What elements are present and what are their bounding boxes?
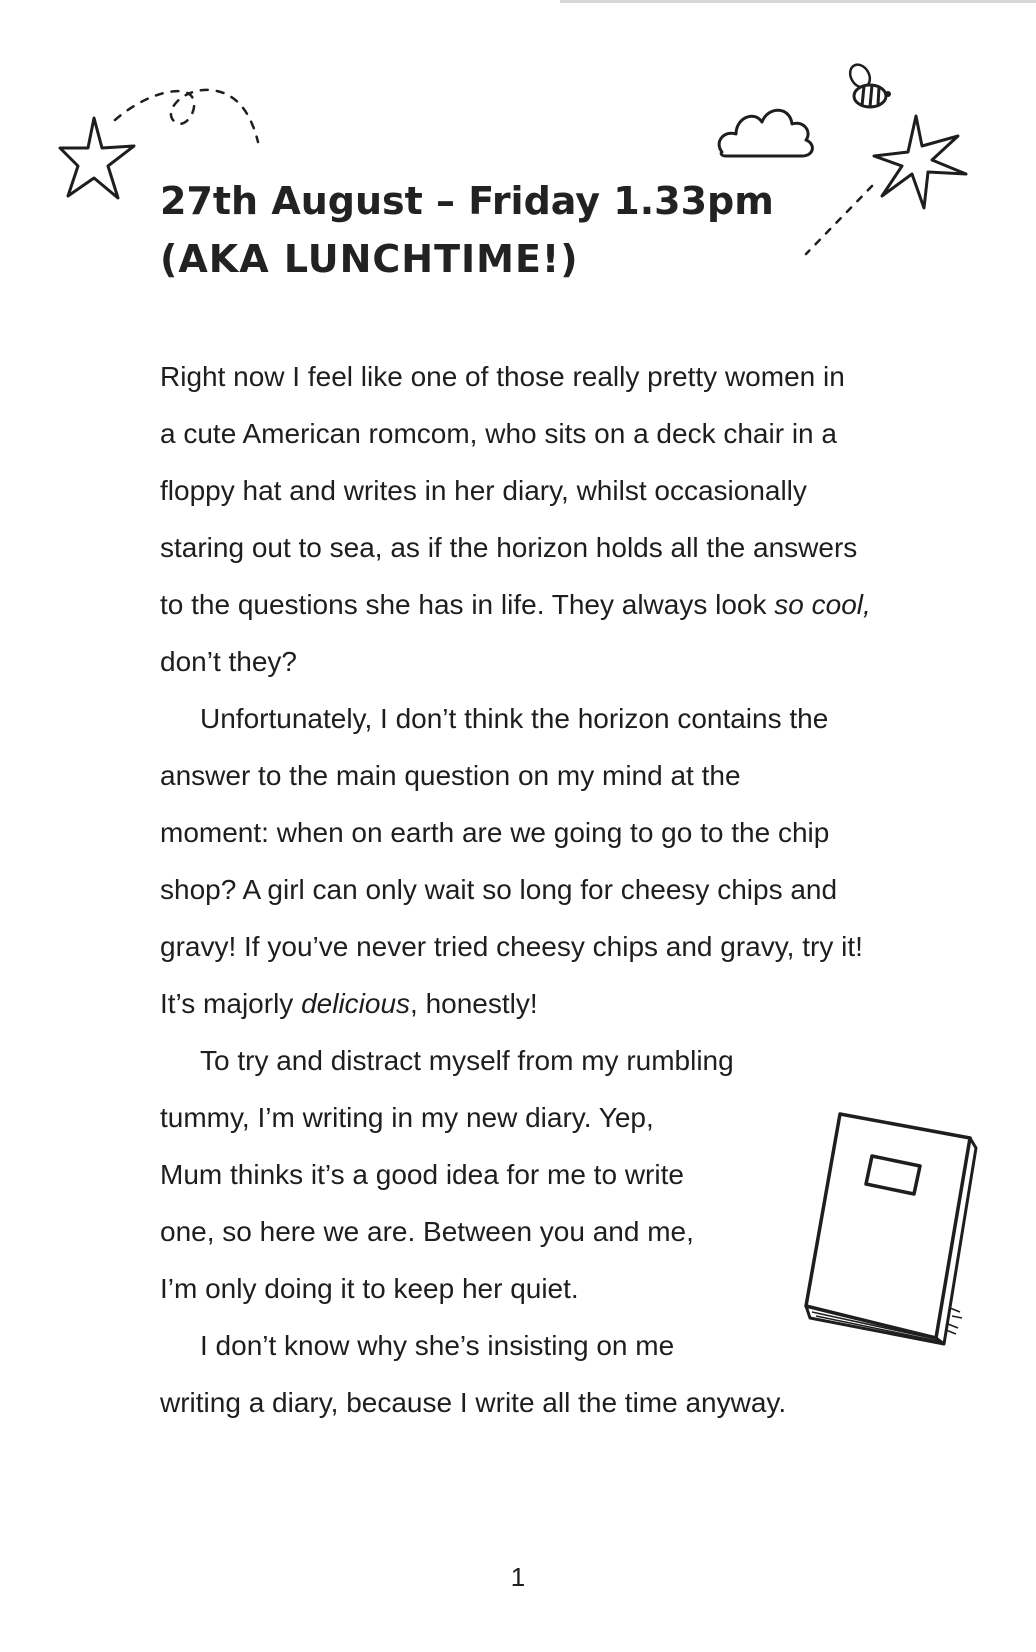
page-edge-line xyxy=(560,0,1036,3)
diary-book-icon xyxy=(800,1108,980,1348)
text-line: tummy, I’m writing in my new diary. Yep, xyxy=(160,1102,654,1133)
page-number: 1 xyxy=(510,1562,526,1592)
text-line: gravy! If you’ve never tried cheesy chips and gravy, try it! xyxy=(160,931,863,962)
text-run: , honestly! xyxy=(410,988,538,1019)
text-line: Mum thinks it’s a good idea for me to write xyxy=(160,1159,684,1190)
text-line: a cute American romcom, who sits on a deck chair in a xyxy=(160,418,837,449)
diary-entry-heading xyxy=(160,172,800,288)
text-line: shop? A girl can only wait so long for cheesy chips and xyxy=(160,874,838,905)
bee-icon xyxy=(832,62,896,118)
emphasis-text: delicious xyxy=(301,988,411,1019)
text-line: I’m only doing it to keep her quiet. xyxy=(160,1273,579,1304)
text-line: don’t they? xyxy=(160,646,297,677)
text-line: Right now I feel like one of those really pretty women in xyxy=(160,361,845,392)
dotted-loop-trail-icon xyxy=(110,80,270,150)
text-line: Unfortunately, I don’t think the horizon contains the xyxy=(200,703,829,734)
text-line: To try and distract myself from my rumbling xyxy=(200,1045,734,1076)
text-line: answer to the main question on my mind at the xyxy=(160,760,741,791)
text-line: moment: when on earth are we going to go to the chip xyxy=(160,817,830,848)
text-run: It’s majorly xyxy=(160,988,302,1019)
dotted-trail-icon xyxy=(800,180,880,260)
text-line: one, so here we are. Between you and me, xyxy=(160,1216,694,1247)
text-run: to the questions she has in life. They always look xyxy=(160,589,775,620)
text-line: staring out to sea, as if the horizon holds all the answers xyxy=(160,532,858,563)
text-line xyxy=(160,984,538,1024)
text-line: floppy hat and writes in her diary, whilst occasionally xyxy=(160,475,807,506)
text-line: writing a diary, because I write all the time anyway. xyxy=(160,1387,787,1418)
heading-date-time: 27th August – Friday 1.33pm xyxy=(160,179,774,223)
cloud-icon xyxy=(716,102,820,160)
emphasis-text: so cool, xyxy=(774,589,871,620)
heading-subtitle: (AKA LUNCHTIME!) xyxy=(160,237,579,281)
text-line: I don’t know why she’s insisting on me xyxy=(200,1330,675,1361)
text-line xyxy=(160,585,871,625)
sparkle-star-icon xyxy=(870,112,970,212)
